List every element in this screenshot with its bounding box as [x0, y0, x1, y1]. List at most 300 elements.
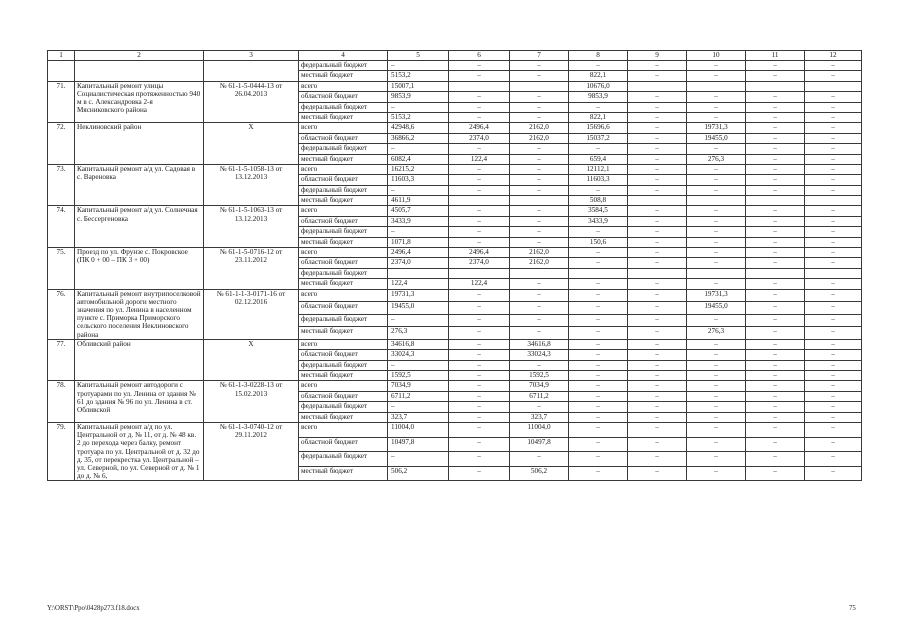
- amount-cell: –: [628, 258, 687, 268]
- amount-cell: –: [569, 437, 628, 452]
- funding-source: федеральный бюджет: [299, 61, 388, 71]
- amount-cell: –: [449, 327, 510, 340]
- amount-cell: –: [687, 248, 746, 258]
- amount-cell: 10497,8: [510, 437, 569, 452]
- table-row: [48, 164, 862, 174]
- item-document: № 61-1-3-0740-12 от 29.11.2012: [204, 422, 299, 480]
- amount-cell: –: [805, 237, 862, 247]
- amount-cell: –: [628, 175, 687, 185]
- amount-cell: 42948,6: [388, 123, 449, 133]
- amount-cell: –: [388, 360, 449, 370]
- item-number: 74.: [48, 206, 75, 248]
- item-name: Проезд по ул. Фрунзе с. Покровское (ПК 0 + 00 – ПК 3 + 00): [75, 248, 204, 290]
- item-number: 79.: [48, 422, 75, 480]
- amount-cell: –: [687, 391, 746, 401]
- amount-cell: 2374,0: [449, 258, 510, 268]
- amount-cell: –: [449, 422, 510, 437]
- amount-cell: –: [628, 227, 687, 237]
- amount-cell: –: [449, 92, 510, 102]
- amount-cell: –: [628, 185, 687, 195]
- amount-cell: –: [628, 289, 687, 302]
- funding-source: федеральный бюджет: [299, 360, 388, 370]
- amount-cell: –: [687, 422, 746, 437]
- amount-cell: –: [628, 327, 687, 340]
- amount-cell: –: [510, 227, 569, 237]
- amount-cell: –: [510, 314, 569, 327]
- amount-cell: –: [388, 227, 449, 237]
- amount-cell: –: [687, 175, 746, 185]
- amount-cell: 2496,4: [388, 248, 449, 258]
- amount-cell: –: [569, 279, 628, 289]
- amount-cell: –: [746, 123, 805, 133]
- amount-cell: –: [805, 350, 862, 360]
- item-document: Х: [204, 123, 299, 165]
- amount-cell: –: [687, 227, 746, 237]
- amount-cell: –: [687, 370, 746, 380]
- item-name: [75, 61, 204, 82]
- amount-cell: –: [687, 237, 746, 247]
- amount-cell: –: [510, 102, 569, 112]
- amount-cell: –: [746, 452, 805, 467]
- amount-cell: –: [449, 206, 510, 216]
- amount-cell: –: [449, 216, 510, 226]
- item-name: Капитальный ремонт внутрипоселковой автомобильной дороги местного значения по ул. Ленина в населенном пункте с. Приморка Приморского сельского поселения Неклиновского района: [75, 289, 204, 339]
- amount-cell: –: [805, 289, 862, 302]
- amount-cell: 2374,0: [449, 133, 510, 143]
- amount-cell: –: [746, 206, 805, 216]
- funding-source: областной бюджет: [299, 92, 388, 102]
- amount-cell: –: [628, 452, 687, 467]
- amount-cell: –: [746, 466, 805, 481]
- amount-cell: –: [569, 144, 628, 154]
- amount-cell: 10497,8: [388, 437, 449, 452]
- amount-cell: 6082,4: [388, 154, 449, 164]
- amount-cell: –: [687, 206, 746, 216]
- amount-cell: –: [805, 123, 862, 133]
- amount-cell: –: [569, 370, 628, 380]
- item-name: Капитальный ремонт автодороги с тротуарами по ул. Ленина от здания № 61 до здания № 96 по ул. Ленина в ст. Обливской: [75, 381, 204, 423]
- item-document: [204, 61, 299, 82]
- amount-cell: –: [805, 402, 862, 412]
- funding-source: федеральный бюджет: [299, 185, 388, 195]
- amount-cell: –: [510, 92, 569, 102]
- item-name: Капитальный ремонт а/д ул. Садовая в с. Вареновка: [75, 164, 204, 206]
- funding-source: всего: [299, 206, 388, 216]
- amount-cell: 16215,2: [388, 164, 449, 174]
- amount-cell: 276,3: [388, 327, 449, 340]
- funding-source: областной бюджет: [299, 350, 388, 360]
- item-number: 78.: [48, 381, 75, 423]
- amount-cell: –: [449, 175, 510, 185]
- amount-cell: –: [628, 339, 687, 349]
- amount-cell: –: [805, 92, 862, 102]
- column-header: 1: [48, 51, 75, 61]
- amount-cell: –: [388, 314, 449, 327]
- amount-cell: [746, 268, 805, 278]
- amount-cell: –: [628, 61, 687, 71]
- funding-source: всего: [299, 422, 388, 437]
- item-name: Неклиновский район: [75, 123, 204, 165]
- funding-source: федеральный бюджет: [299, 268, 388, 278]
- amount-cell: –: [746, 370, 805, 380]
- amount-cell: –: [746, 302, 805, 315]
- amount-cell: –: [449, 112, 510, 122]
- amount-cell: 506,2: [510, 466, 569, 481]
- amount-cell: –: [746, 391, 805, 401]
- item-document: Х: [204, 339, 299, 381]
- amount-cell: 7034,9: [510, 381, 569, 391]
- funding-source: всего: [299, 164, 388, 174]
- amount-cell: –: [628, 206, 687, 216]
- amount-cell: –: [805, 370, 862, 380]
- amount-cell: [687, 196, 746, 206]
- amount-cell: –: [569, 248, 628, 258]
- amount-cell: –: [628, 422, 687, 437]
- amount-cell: 11603,3: [569, 175, 628, 185]
- amount-cell: –: [628, 216, 687, 226]
- amount-cell: –: [628, 133, 687, 143]
- funding-source: местный бюджет: [299, 71, 388, 81]
- amount-cell: –: [449, 102, 510, 112]
- amount-cell: [805, 196, 862, 206]
- amount-cell: –: [746, 154, 805, 164]
- amount-cell: –: [569, 402, 628, 412]
- amount-cell: –: [569, 227, 628, 237]
- amount-cell: 3433,9: [569, 216, 628, 226]
- amount-cell: –: [746, 133, 805, 143]
- amount-cell: –: [805, 422, 862, 437]
- amount-cell: –: [746, 314, 805, 327]
- amount-cell: –: [805, 216, 862, 226]
- amount-cell: –: [687, 437, 746, 452]
- item-name: Обливский район: [75, 339, 204, 381]
- amount-cell: 5153,2: [388, 71, 449, 81]
- amount-cell: –: [805, 154, 862, 164]
- item-document: № 61-1-5-0716-12 от 23.11.2012: [204, 248, 299, 290]
- amount-cell: –: [569, 102, 628, 112]
- amount-cell: –: [569, 258, 628, 268]
- amount-cell: –: [628, 391, 687, 401]
- amount-cell: 2162,0: [510, 133, 569, 143]
- amount-cell: –: [510, 402, 569, 412]
- amount-cell: –: [628, 248, 687, 258]
- amount-cell: 2496,4: [449, 123, 510, 133]
- amount-cell: 4505,7: [388, 206, 449, 216]
- amount-cell: –: [388, 185, 449, 195]
- amount-cell: –: [628, 437, 687, 452]
- amount-cell: –: [628, 279, 687, 289]
- amount-cell: –: [687, 350, 746, 360]
- amount-cell: –: [388, 144, 449, 154]
- amount-cell: 19731,3: [687, 289, 746, 302]
- amount-cell: –: [628, 154, 687, 164]
- amount-cell: –: [746, 61, 805, 71]
- table-row: [48, 381, 862, 391]
- amount-cell: –: [746, 71, 805, 81]
- amount-cell: –: [746, 185, 805, 195]
- amount-cell: –: [687, 216, 746, 226]
- amount-cell: [628, 268, 687, 278]
- amount-cell: –: [746, 164, 805, 174]
- amount-cell: 2162,0: [510, 258, 569, 268]
- amount-cell: –: [569, 350, 628, 360]
- amount-cell: –: [628, 302, 687, 315]
- amount-cell: –: [628, 381, 687, 391]
- amount-cell: –: [449, 381, 510, 391]
- funding-source: федеральный бюджет: [299, 402, 388, 412]
- funding-source: местный бюджет: [299, 279, 388, 289]
- amount-cell: –: [449, 350, 510, 360]
- funding-source: областной бюджет: [299, 216, 388, 226]
- amount-cell: –: [449, 227, 510, 237]
- amount-cell: –: [687, 164, 746, 174]
- table-row: [48, 206, 862, 216]
- funding-source: федеральный бюджет: [299, 144, 388, 154]
- amount-cell: 33024,3: [388, 350, 449, 360]
- item-document: № 61-1-5-0444-13 от 26.04.2013: [204, 81, 299, 123]
- funding-source: областной бюджет: [299, 391, 388, 401]
- amount-cell: –: [569, 422, 628, 437]
- item-number: 77.: [48, 339, 75, 381]
- amount-cell: –: [449, 289, 510, 302]
- amount-cell: –: [449, 61, 510, 71]
- item-number: 73.: [48, 164, 75, 206]
- amount-cell: –: [449, 339, 510, 349]
- item-number: [48, 61, 75, 82]
- amount-cell: –: [449, 237, 510, 247]
- amount-cell: –: [746, 279, 805, 289]
- amount-cell: –: [687, 452, 746, 467]
- amount-cell: –: [687, 339, 746, 349]
- amount-cell: –: [449, 412, 510, 422]
- amount-cell: –: [687, 144, 746, 154]
- amount-cell: –: [449, 302, 510, 315]
- amount-cell: –: [388, 402, 449, 412]
- amount-cell: –: [746, 437, 805, 452]
- amount-cell: –: [687, 92, 746, 102]
- amount-cell: –: [510, 154, 569, 164]
- amount-cell: –: [687, 360, 746, 370]
- funding-source: всего: [299, 339, 388, 349]
- table-row: [48, 422, 862, 437]
- amount-cell: 34616,8: [388, 339, 449, 349]
- amount-cell: –: [805, 466, 862, 481]
- amount-cell: –: [687, 258, 746, 268]
- amount-cell: 7034,9: [388, 381, 449, 391]
- amount-cell: 276,3: [687, 327, 746, 340]
- amount-cell: 15007,1: [388, 81, 449, 91]
- amount-cell: –: [510, 144, 569, 154]
- amount-cell: –: [510, 61, 569, 71]
- item-number: 72.: [48, 123, 75, 165]
- column-header: 12: [805, 51, 862, 61]
- amount-cell: [388, 268, 449, 278]
- amount-cell: –: [628, 412, 687, 422]
- amount-cell: –: [388, 452, 449, 467]
- amount-cell: –: [746, 112, 805, 122]
- amount-cell: –: [805, 185, 862, 195]
- column-header: 8: [569, 51, 628, 61]
- amount-cell: –: [805, 144, 862, 154]
- amount-cell: –: [805, 112, 862, 122]
- amount-cell: –: [746, 339, 805, 349]
- amount-cell: [510, 196, 569, 206]
- amount-cell: [687, 268, 746, 278]
- amount-cell: –: [687, 412, 746, 422]
- amount-cell: –: [805, 302, 862, 315]
- amount-cell: 659,4: [569, 154, 628, 164]
- budget-table: [47, 50, 862, 481]
- amount-cell: [805, 81, 862, 91]
- amount-cell: [805, 268, 862, 278]
- table-row: [48, 248, 862, 258]
- amount-cell: –: [449, 314, 510, 327]
- amount-cell: –: [805, 227, 862, 237]
- amount-cell: 276,3: [687, 154, 746, 164]
- amount-cell: –: [510, 279, 569, 289]
- amount-cell: –: [449, 466, 510, 481]
- amount-cell: –: [687, 102, 746, 112]
- amount-cell: –: [510, 237, 569, 247]
- amount-cell: 822,1: [569, 112, 628, 122]
- amount-cell: –: [510, 216, 569, 226]
- amount-cell: [569, 268, 628, 278]
- amount-cell: –: [569, 302, 628, 315]
- table-row: [48, 61, 862, 71]
- amount-cell: –: [449, 71, 510, 81]
- amount-cell: –: [805, 164, 862, 174]
- amount-cell: –: [805, 61, 862, 71]
- amount-cell: –: [628, 102, 687, 112]
- amount-cell: 10676,0: [569, 81, 628, 91]
- funding-source: областной бюджет: [299, 302, 388, 315]
- item-document: № 61-1-3-0228-13 от 15.02.2013: [204, 381, 299, 423]
- amount-cell: –: [449, 402, 510, 412]
- amount-cell: 822,1: [569, 71, 628, 81]
- funding-source: всего: [299, 81, 388, 91]
- amount-cell: –: [746, 216, 805, 226]
- amount-cell: –: [746, 402, 805, 412]
- table-row: [48, 81, 862, 91]
- amount-cell: –: [805, 248, 862, 258]
- amount-cell: –: [510, 206, 569, 216]
- amount-cell: 5153,2: [388, 112, 449, 122]
- amount-cell: –: [805, 175, 862, 185]
- amount-cell: 15696,6: [569, 123, 628, 133]
- amount-cell: –: [449, 164, 510, 174]
- amount-cell: –: [628, 370, 687, 380]
- amount-cell: –: [746, 92, 805, 102]
- item-document: № 61-1-5-1058-13 от 13.12.2013: [204, 164, 299, 206]
- amount-cell: –: [805, 327, 862, 340]
- amount-cell: 150,6: [569, 237, 628, 247]
- amount-cell: –: [569, 452, 628, 467]
- amount-cell: [449, 268, 510, 278]
- funding-source: местный бюджет: [299, 466, 388, 481]
- amount-cell: –: [510, 112, 569, 122]
- amount-cell: –: [805, 452, 862, 467]
- funding-source: всего: [299, 123, 388, 133]
- amount-cell: –: [687, 381, 746, 391]
- funding-source: федеральный бюджет: [299, 102, 388, 112]
- amount-cell: –: [569, 412, 628, 422]
- funding-source: областной бюджет: [299, 175, 388, 185]
- amount-cell: [687, 81, 746, 91]
- amount-cell: –: [805, 258, 862, 268]
- amount-cell: –: [510, 360, 569, 370]
- amount-cell: –: [746, 422, 805, 437]
- funding-source: местный бюджет: [299, 154, 388, 164]
- column-header: 2: [75, 51, 204, 61]
- funding-source: федеральный бюджет: [299, 227, 388, 237]
- amount-cell: –: [510, 302, 569, 315]
- amount-cell: 9853,9: [388, 92, 449, 102]
- amount-cell: –: [805, 412, 862, 422]
- amount-cell: 508,8: [569, 196, 628, 206]
- amount-cell: 122,4: [388, 279, 449, 289]
- amount-cell: –: [449, 360, 510, 370]
- amount-cell: 3433,9: [388, 216, 449, 226]
- page-number: 75: [849, 605, 856, 612]
- amount-cell: –: [628, 123, 687, 133]
- amount-cell: –: [746, 175, 805, 185]
- amount-cell: –: [687, 71, 746, 81]
- item-number: 71.: [48, 81, 75, 123]
- amount-cell: –: [746, 381, 805, 391]
- amount-cell: [510, 268, 569, 278]
- column-header: 11: [746, 51, 805, 61]
- amount-cell: –: [569, 289, 628, 302]
- amount-cell: –: [687, 61, 746, 71]
- amount-cell: –: [746, 327, 805, 340]
- funding-source: областной бюджет: [299, 133, 388, 143]
- amount-cell: [628, 81, 687, 91]
- amount-cell: –: [510, 175, 569, 185]
- amount-cell: 323,7: [388, 412, 449, 422]
- funding-source: областной бюджет: [299, 258, 388, 268]
- amount-cell: –: [805, 360, 862, 370]
- amount-cell: –: [687, 402, 746, 412]
- amount-cell: –: [569, 466, 628, 481]
- amount-cell: –: [510, 185, 569, 195]
- funding-source: федеральный бюджет: [299, 314, 388, 327]
- amount-cell: –: [569, 339, 628, 349]
- amount-cell: 12112,1: [569, 164, 628, 174]
- amount-cell: [628, 196, 687, 206]
- amount-cell: 122,4: [449, 154, 510, 164]
- amount-cell: –: [449, 185, 510, 195]
- amount-cell: –: [746, 350, 805, 360]
- amount-cell: –: [805, 391, 862, 401]
- amount-cell: 15037,2: [569, 133, 628, 143]
- amount-cell: –: [449, 437, 510, 452]
- column-header: 9: [628, 51, 687, 61]
- amount-cell: –: [628, 314, 687, 327]
- amount-cell: 1071,8: [388, 237, 449, 247]
- amount-cell: –: [805, 102, 862, 112]
- funding-source: местный бюджет: [299, 112, 388, 122]
- amount-cell: –: [746, 258, 805, 268]
- item-document: № 61-1-1-3-0171-16 от 02.12.2016: [204, 289, 299, 339]
- item-number: 76.: [48, 289, 75, 339]
- amount-cell: –: [388, 61, 449, 71]
- amount-cell: –: [569, 381, 628, 391]
- amount-cell: –: [805, 339, 862, 349]
- item-name: Капитальный ремонт а/д по ул. Центральной от д. № 11, от д. № 48 кв. 2 до перехода через балку, ремонт тротуара по ул. Центральной от д. 32 до д. 35, от перекрестка ул. Центральной – ул. Северной, по ул. Северной от д. № 1 до д. № 6,: [75, 422, 204, 480]
- amount-cell: 11603,3: [388, 175, 449, 185]
- amount-cell: –: [805, 279, 862, 289]
- amount-cell: [449, 81, 510, 91]
